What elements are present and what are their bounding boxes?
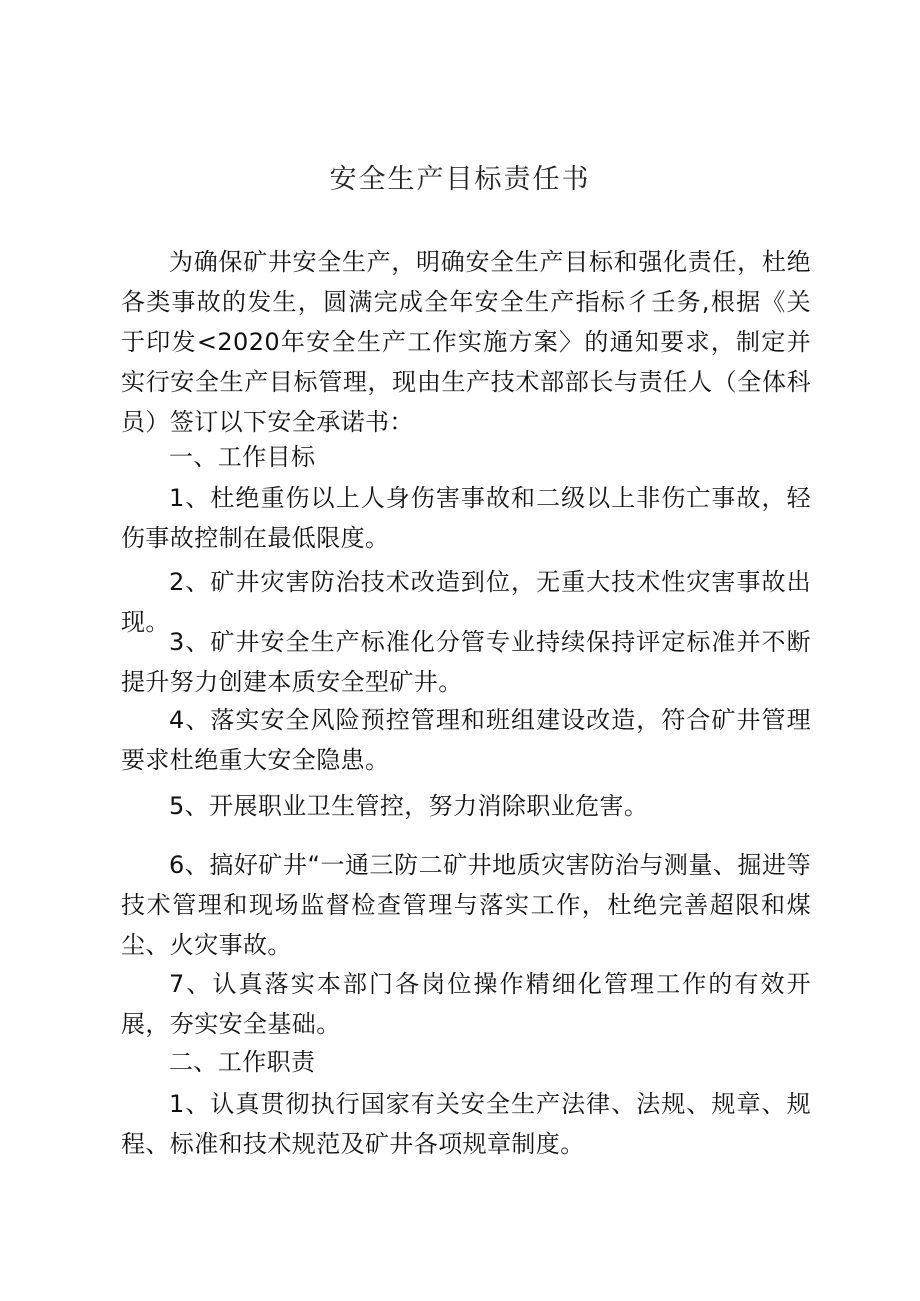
section-heading-duties: 二、工作职责 — [169, 1048, 316, 1076]
goal-item-2: 2、矿井灾害防治技术改造到位，无重大技术性灾害事故出现。 — [121, 568, 811, 636]
document-title: 安全生产目标责任书 — [329, 164, 591, 195]
goal-item-6: 6、搞好矿井“一通三防二矿井地质灾害防治与测量、掘进等技术管理和现场监督检查管理与落实工作，杜绝完善超限和煤尘、火灾事故。 — [121, 851, 811, 959]
goal-item-1: 1、杜绝重伤以上人身伤害事故和二级以上非伤亡事故，轻伤事故控制在最低限度。 — [121, 484, 811, 552]
goal-item-5: 5、开展职业卫生管控，努力消除职业危害。 — [169, 792, 649, 820]
intro-paragraph: 为确保矿井安全生产，明确安全生产目标和强化责任，杜绝各类事故的发生，圆满完成全年安全生产指标彳壬务,根据《关于印发<2020年安全生产工作实施方案〉的通知要求，制定并实行安全生产目标管理，现由生产技术部部长与责任人（全体科员）签订以下安全承诺书： — [121, 248, 811, 436]
goal-item-7: 7、认真落实本部门各岗位操作精细化管理工作的有效开展，夯实安全基础。 — [121, 970, 811, 1038]
duty-item-1: 1、认真贯彻执行国家有关安全生产法律、法规、规章、规程、标准和技术规范及矿井各项规章制度。 — [121, 1090, 811, 1158]
goal-item-4: 4、落实安全风险预控管理和班组建设改造，符合矿井管理要求杜绝重大安全隐患。 — [121, 706, 811, 774]
goal-item-3: 3、矿井安全生产标准化分管专业持续保持评定标准并不断提升努力创建本质安全型矿井。 — [121, 628, 811, 696]
section-heading-goals: 一、工作目标 — [169, 443, 316, 471]
